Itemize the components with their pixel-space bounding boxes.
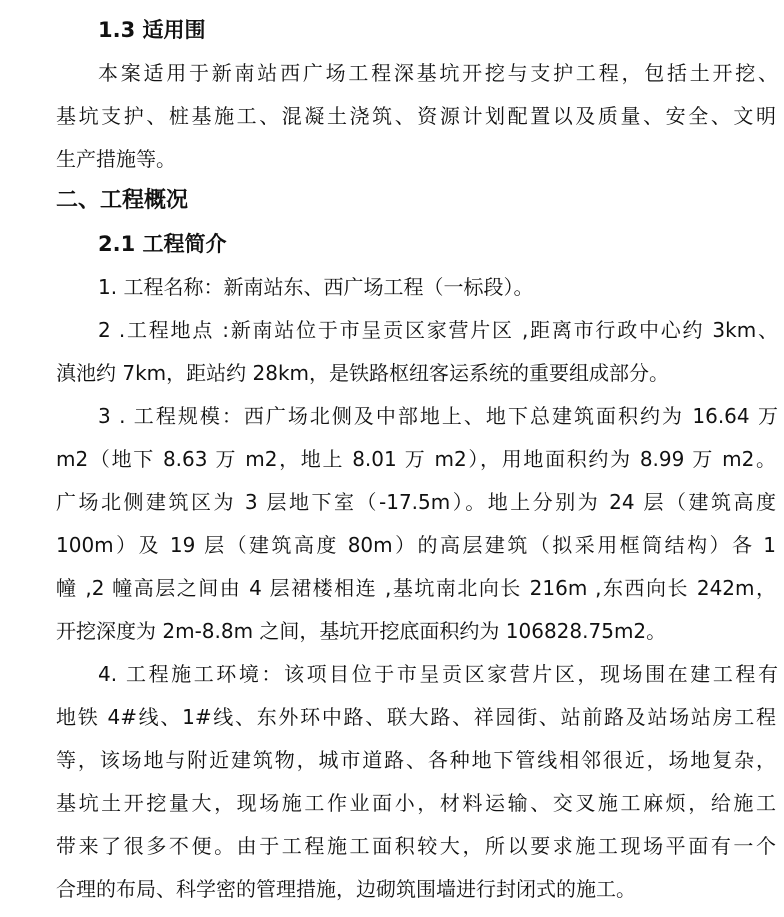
item-3-scale-line-4: 100m）及 19 层（建筑高度 80m）的高层建筑（拟采用框筒结构）各 1 — [56, 533, 776, 557]
item-2-location-line-1: 2 .工程地点 :新南站位于市呈贡区家营片区 ,距离市行政中心约 3km、 — [98, 318, 778, 342]
item-4-environment-line-3: 等，该场地与附近建筑物，城市道路、各种地下管线相邻很近，场地复杂， — [56, 748, 776, 772]
item-1-project-name: 1. 工程名称：新南站东、西广场工程（一标段）。 — [98, 275, 534, 299]
item-4-environment-line-5: 带来了很多不便。由于工程施工面积较大，所以要求施工现场平面有一个 — [56, 834, 776, 858]
paragraph-scope-line-3: 生产措施等。 — [56, 147, 176, 171]
heading-2-1: 2.1 工程简介 — [98, 232, 227, 256]
item-3-scale-line-2: m2（地下 8.63 万 m2，地上 8.01 万 m2），用地面积约为 8.99 万 m2。 — [56, 447, 776, 471]
item-2-location-line-2: 滇池约 7km，距站约 28km，是铁路枢纽客运系统的重要组成部分。 — [56, 361, 670, 385]
item-4-environment-line-4: 基坑土开挖量大，现场施工作业面小，材料运输、交叉施工麻烦，给施工 — [56, 791, 776, 815]
item-3-scale-line-6: 开挖深度为 2m-8.8m 之间，基坑开挖底面积约为 106828.75m2。 — [56, 619, 667, 643]
item-4-environment-line-6: 合理的布局、科学密的管理措施，边砌筑围墙进行封闭式的施工。 — [56, 877, 636, 901]
item-3-scale-line-3: 广场北侧建筑区为 3 层地下室（-17.5m）。地上分别为 24 层（建筑高度 — [56, 490, 776, 514]
item-3-scale-line-5: 幢 ,2 幢高层之间由 4 层裙楼相连 ,基坑南北向长 216m ,东西向长 242m， — [56, 576, 776, 600]
heading-chapter-2: 二、工程概况 — [56, 188, 189, 213]
paragraph-scope-line-2: 基坑支护、桩基施工、混凝土浇筑、资源计划配置以及质量、安全、文明 — [56, 104, 776, 128]
paragraph-scope-line-1: 本案适用于新南站西广场工程深基坑开挖与支护工程，包括土开挖、 — [98, 61, 778, 85]
item-4-environment-line-2: 地铁 4#线、1#线、东外环中路、联大路、祥园街、站前路及站场站房工程 — [56, 705, 776, 729]
heading-1-3: 1.3 适用围 — [98, 18, 206, 42]
item-4-environment-line-1: 4. 工程施工环境：该项目位于市呈贡区家营片区，现场围在建工程有 — [98, 662, 778, 686]
item-3-scale-line-1: 3 . 工程规模：西广场北侧及中部地上、地下总建筑面积约为 16.64 万 — [98, 404, 778, 428]
